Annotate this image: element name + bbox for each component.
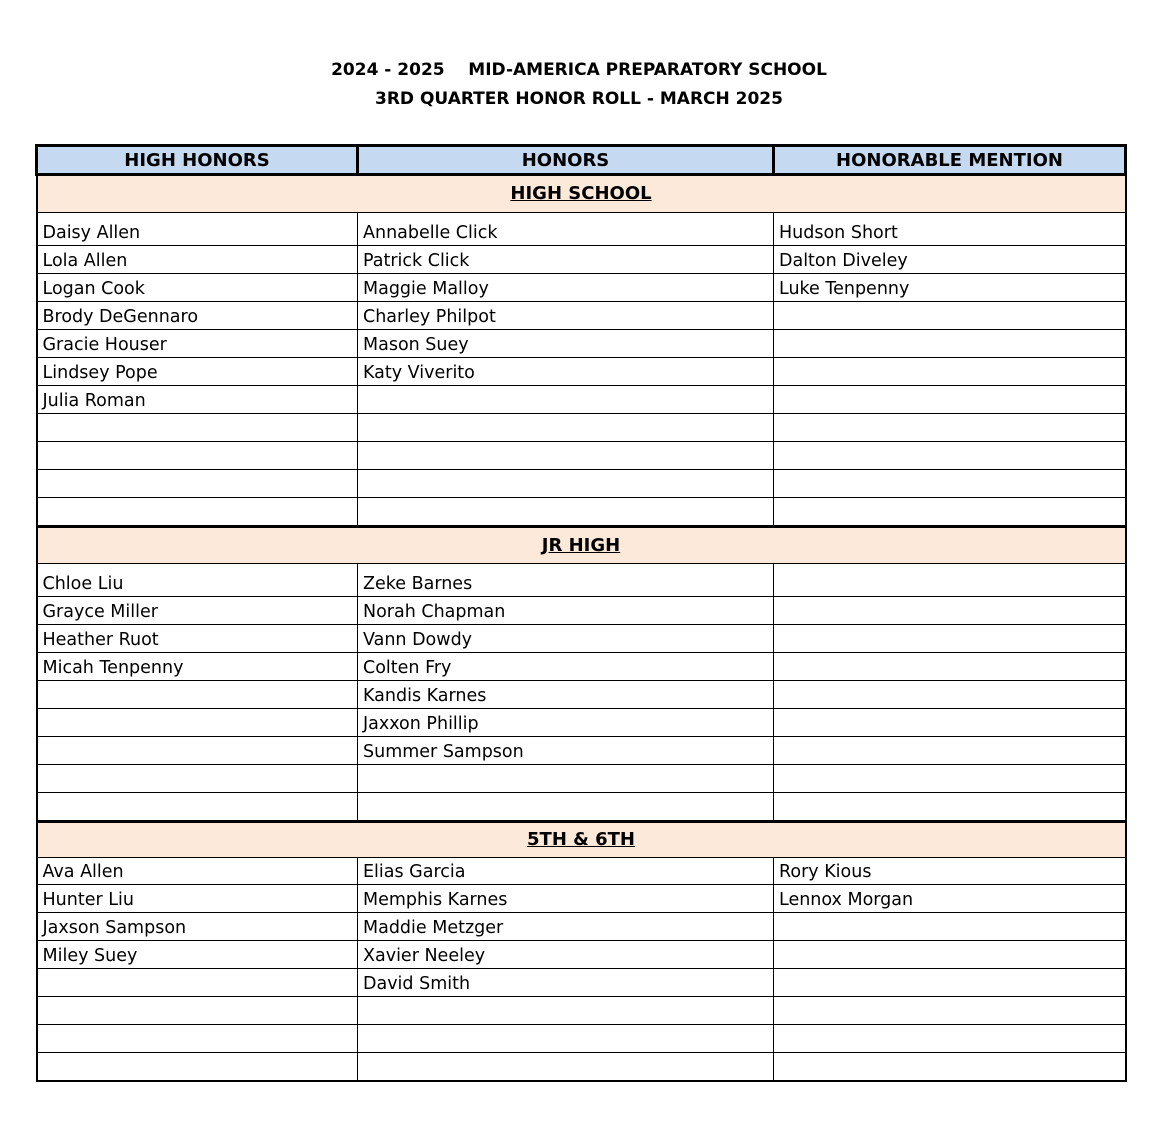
student-cell-high-honors: Jaxson Sampson — [37, 913, 358, 941]
student-cell-honors: Jaxxon Phillip — [358, 709, 774, 737]
table-row — [37, 1025, 1126, 1053]
student-cell-honorable-mention — [774, 625, 1126, 653]
student-cell-honors: Colten Fry — [358, 653, 774, 681]
student-cell-high-honors — [37, 997, 358, 1025]
student-cell-honors — [358, 793, 774, 822]
student-cell-honorable-mention — [774, 793, 1126, 822]
student-cell-honors: Zeke Barnes — [358, 564, 774, 597]
student-cell-honorable-mention — [774, 358, 1126, 386]
table-row — [37, 681, 1126, 709]
student-cell-honorable-mention — [774, 913, 1126, 941]
section-title-5th-6th: 5TH & 6TH — [37, 822, 1126, 858]
student-cell-honors — [358, 1025, 774, 1053]
student-cell-honorable-mention: Hudson Short — [774, 213, 1126, 246]
student-cell-high-honors: Hunter Liu — [37, 885, 358, 913]
student-cell-honorable-mention — [774, 597, 1126, 625]
student-cell-honors: Vann Dowdy — [358, 625, 774, 653]
section-title-jr-high: JR HIGH — [37, 527, 1126, 564]
table-row — [37, 941, 1126, 969]
student-cell-honors: Annabelle Click — [358, 213, 774, 246]
table-row — [37, 969, 1126, 997]
table-row — [37, 274, 1126, 302]
student-cell-honorable-mention — [774, 969, 1126, 997]
column-header-high-honors: HIGH HONORS — [37, 146, 358, 175]
table-row — [37, 330, 1126, 358]
student-cell-high-honors: Grayce Miller — [37, 597, 358, 625]
student-cell-high-honors: Julia Roman — [37, 386, 358, 414]
student-cell-honorable-mention: Rory Kious — [774, 858, 1126, 885]
column-header-honorable-mention: HONORABLE MENTION — [774, 146, 1126, 175]
student-cell-honors: Patrick Click — [358, 246, 774, 274]
student-cell-honors: Elias Garcia — [358, 858, 774, 885]
student-cell-honorable-mention — [774, 681, 1126, 709]
table-row — [37, 246, 1126, 274]
student-cell-honors: Katy Viverito — [358, 358, 774, 386]
student-cell-honors: Mason Suey — [358, 330, 774, 358]
document-subtitle: 3RD QUARTER HONOR ROLL - MARCH 2025 — [375, 89, 783, 109]
student-cell-honorable-mention — [774, 414, 1126, 442]
table-row — [37, 470, 1126, 498]
table-row — [37, 597, 1126, 625]
student-cell-high-honors — [37, 765, 358, 793]
student-cell-high-honors — [37, 414, 358, 442]
student-cell-high-honors — [37, 737, 358, 765]
student-cell-high-honors — [37, 470, 358, 498]
table-row — [37, 302, 1126, 330]
student-cell-high-honors: Lindsey Pope — [37, 358, 358, 386]
student-cell-high-honors: Lola Allen — [37, 246, 358, 274]
table-row — [37, 386, 1126, 414]
student-cell-honorable-mention — [774, 709, 1126, 737]
student-cell-high-honors: Chloe Liu — [37, 564, 358, 597]
student-cell-honors — [358, 442, 774, 470]
student-cell-honorable-mention — [774, 1053, 1126, 1082]
column-header-honors: HONORS — [358, 146, 774, 175]
document-title: 2024 - 2025 MID-AMERICA PREPARATORY SCHOOL — [331, 60, 827, 80]
student-cell-honorable-mention — [774, 653, 1126, 681]
student-cell-high-honors — [37, 1053, 358, 1082]
honor-roll-table — [35, 144, 1127, 1082]
student-cell-honorable-mention — [774, 498, 1126, 527]
student-cell-honorable-mention — [774, 1025, 1126, 1053]
student-cell-honorable-mention — [774, 470, 1126, 498]
table-row — [37, 913, 1126, 941]
honor-roll-body — [37, 175, 1126, 1082]
student-cell-high-honors: Heather Ruot — [37, 625, 358, 653]
table-row — [37, 765, 1126, 793]
student-cell-high-honors: Miley Suey — [37, 941, 358, 969]
student-cell-honorable-mention — [774, 330, 1126, 358]
student-cell-honors: Xavier Neeley — [358, 941, 774, 969]
table-row — [37, 885, 1126, 913]
section-header-row — [37, 527, 1126, 564]
student-cell-high-honors: Gracie Houser — [37, 330, 358, 358]
section-title-high-school: HIGH SCHOOL — [37, 175, 1126, 213]
student-cell-honorable-mention — [774, 765, 1126, 793]
section-header-row — [37, 822, 1126, 858]
student-cell-honors — [358, 498, 774, 527]
table-row — [37, 653, 1126, 681]
student-cell-honors — [358, 997, 774, 1025]
student-cell-high-honors: Ava Allen — [37, 858, 358, 885]
student-cell-honorable-mention: Dalton Diveley — [774, 246, 1126, 274]
student-cell-honorable-mention — [774, 564, 1126, 597]
table-row — [37, 442, 1126, 470]
student-cell-honors — [358, 1053, 774, 1082]
student-cell-honors — [358, 765, 774, 793]
table-row — [37, 414, 1126, 442]
table-row — [37, 858, 1126, 885]
student-cell-high-honors: Brody DeGennaro — [37, 302, 358, 330]
student-cell-honorable-mention — [774, 442, 1126, 470]
table-row — [37, 793, 1126, 822]
table-row — [37, 564, 1126, 597]
student-cell-honorable-mention: Lennox Morgan — [774, 885, 1126, 913]
student-cell-high-honors — [37, 1025, 358, 1053]
table-row — [37, 213, 1126, 246]
student-cell-high-honors: Micah Tenpenny — [37, 653, 358, 681]
student-cell-honors: Charley Philpot — [358, 302, 774, 330]
table-row — [37, 737, 1126, 765]
student-cell-honorable-mention — [774, 386, 1126, 414]
student-cell-high-honors — [37, 498, 358, 527]
table-row — [37, 625, 1126, 653]
student-cell-high-honors: Daisy Allen — [37, 213, 358, 246]
student-cell-high-honors — [37, 709, 358, 737]
student-cell-honors — [358, 414, 774, 442]
student-cell-honorable-mention: Luke Tenpenny — [774, 274, 1126, 302]
student-cell-honors: Maddie Metzger — [358, 913, 774, 941]
student-cell-honors: Kandis Karnes — [358, 681, 774, 709]
section-header-row — [37, 175, 1126, 213]
student-cell-honors: Maggie Malloy — [358, 274, 774, 302]
student-cell-honors: David Smith — [358, 969, 774, 997]
table-row — [37, 358, 1126, 386]
table-row — [37, 498, 1126, 527]
student-cell-high-honors: Logan Cook — [37, 274, 358, 302]
student-cell-high-honors — [37, 681, 358, 709]
student-cell-high-honors — [37, 442, 358, 470]
student-cell-high-honors — [37, 969, 358, 997]
student-cell-honorable-mention — [774, 737, 1126, 765]
student-cell-high-honors — [37, 793, 358, 822]
student-cell-honors — [358, 470, 774, 498]
student-cell-honorable-mention — [774, 997, 1126, 1025]
student-cell-honors: Summer Sampson — [358, 737, 774, 765]
table-row — [37, 1053, 1126, 1082]
column-header-row — [37, 146, 1126, 175]
student-cell-honorable-mention — [774, 302, 1126, 330]
table-row — [37, 709, 1126, 737]
student-cell-honors: Norah Chapman — [358, 597, 774, 625]
student-cell-honors: Memphis Karnes — [358, 885, 774, 913]
student-cell-honors — [358, 386, 774, 414]
student-cell-honorable-mention — [774, 941, 1126, 969]
table-row — [37, 997, 1126, 1025]
